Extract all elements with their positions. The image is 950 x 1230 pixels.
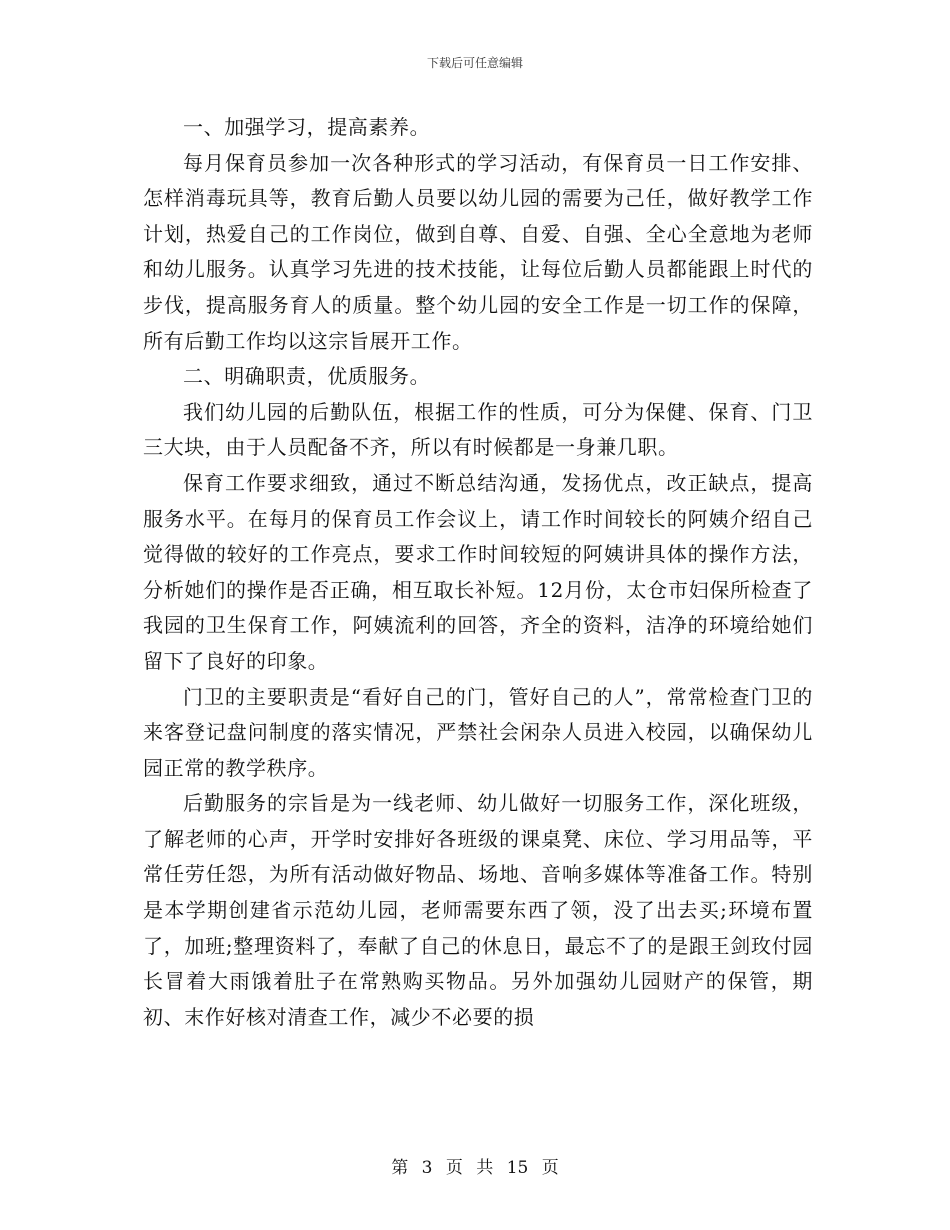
page-number-footer: [0, 1153, 950, 1178]
paragraph: 门卫的主要职责是“看好自己的门，管好自己的人”，常常检查门卫的来客登记盘问制度的落实情况，严禁社会闲杂人员进入校园，以确保幼儿园正常的教学秩序。: [143, 684, 813, 780]
section-heading-2: 二、明确职责，优质服务。: [183, 364, 431, 389]
footer-label-di: 第: [391, 1158, 409, 1178]
header-note: 下载后可任意编辑: [426, 56, 523, 70]
current-page-number: 3: [421, 1158, 433, 1178]
footer-label-ye: 页: [445, 1158, 463, 1178]
footer-label-ye: 页: [541, 1158, 559, 1178]
total-pages-number: 15: [506, 1158, 529, 1178]
paragraph: 我们幼儿园的后勤队伍，根据工作的性质，可分为保健、保育、门卫三大块，由于人员配备不齐，所以有时候都是一身兼几职。: [143, 399, 813, 460]
section-heading-1: 一、加强学习，提高素养。: [183, 115, 431, 139]
paragraph: 保育工作要求细致，通过不断总结沟通，发扬优点，改正缺点，提高服务水平。在每月的保育员工作会议上，请工作时间较长的阿姨介绍自己觉得做的较好的工作亮点，要求工作时间较短的阿姨讲具体的操作方法，分析她们的操作是否正确，相互取长补短。12月份，太仓市妇保所检查了我园的卫生保育工作，阿姨流利的回答，齐全的资料，洁净的环境给她们留下了良好的印象。: [143, 470, 813, 673]
footer-label-gong: 共: [476, 1158, 494, 1178]
paragraph: 每月保育员参加一次各种形式的学习活动，有保育员一日工作安排、怎样消毒玩具等，教育后勤人员要以幼儿园的需要为己任，做好教学工作计划，热爱自己的工作岗位，做到自尊、自爱、自强、全心全意地为老师和幼儿服务。认真学习先进的技术技能，让每位后勤人员都能跟上时代的步伐，提高服务育人的质量。整个幼儿园的安全工作是一切工作的保障，所有后勤工作均以这宗旨展开工作。: [143, 150, 813, 353]
paragraph: 后勤服务的宗旨是为一线老师、幼儿做好一切服务工作，深化班级，了解老师的心声，开学时安排好各班级的课桌凳、床位、学习用品等，平常任劳任怨，为所有活动做好物品、场地、音响多媒体等准备工作。特别是本学期创建省示范幼儿园，老师需要东西了领，没了出去买;环境布置了，加班;整理资料了，奉献了自己的休息日，最忘不了的是跟王剑玫付园长冒着大雨饿着肚子在常熟购买物品。另外加强幼儿园财产的保管，期初、末作好核对清查工作，减少不必要的损: [143, 791, 813, 1029]
body-content: [143, 110, 813, 1035]
